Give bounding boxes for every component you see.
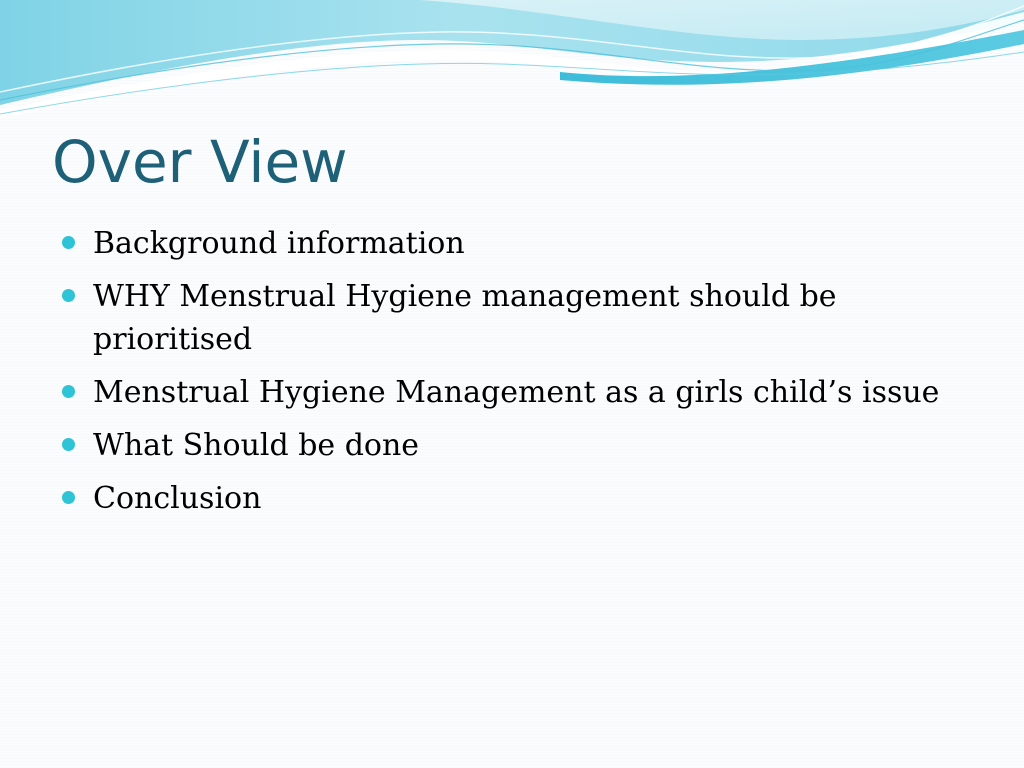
bullet-item xyxy=(62,371,992,414)
bullet-item xyxy=(62,222,992,265)
bullet-text: Background information xyxy=(93,226,465,261)
bullet-icon xyxy=(62,438,75,451)
bullet-text: Menstrual Hygiene Management as a girls child’s issue xyxy=(93,375,940,410)
bullet-item xyxy=(62,275,992,361)
bullet-icon xyxy=(62,491,75,504)
bullet-icon xyxy=(62,289,75,302)
bullet-text: What Should be done xyxy=(93,428,420,463)
slide-title: Over View xyxy=(52,128,348,196)
bullet-text: Conclusion xyxy=(93,481,262,516)
bullet-item xyxy=(62,477,992,520)
wave-decoration xyxy=(0,0,1024,130)
bullet-list xyxy=(62,222,992,530)
bullet-icon xyxy=(62,385,75,398)
bullet-text: WHY Menstrual Hygiene management should be prioritised xyxy=(93,279,837,357)
bullet-icon xyxy=(62,236,75,249)
bullet-item xyxy=(62,424,992,467)
